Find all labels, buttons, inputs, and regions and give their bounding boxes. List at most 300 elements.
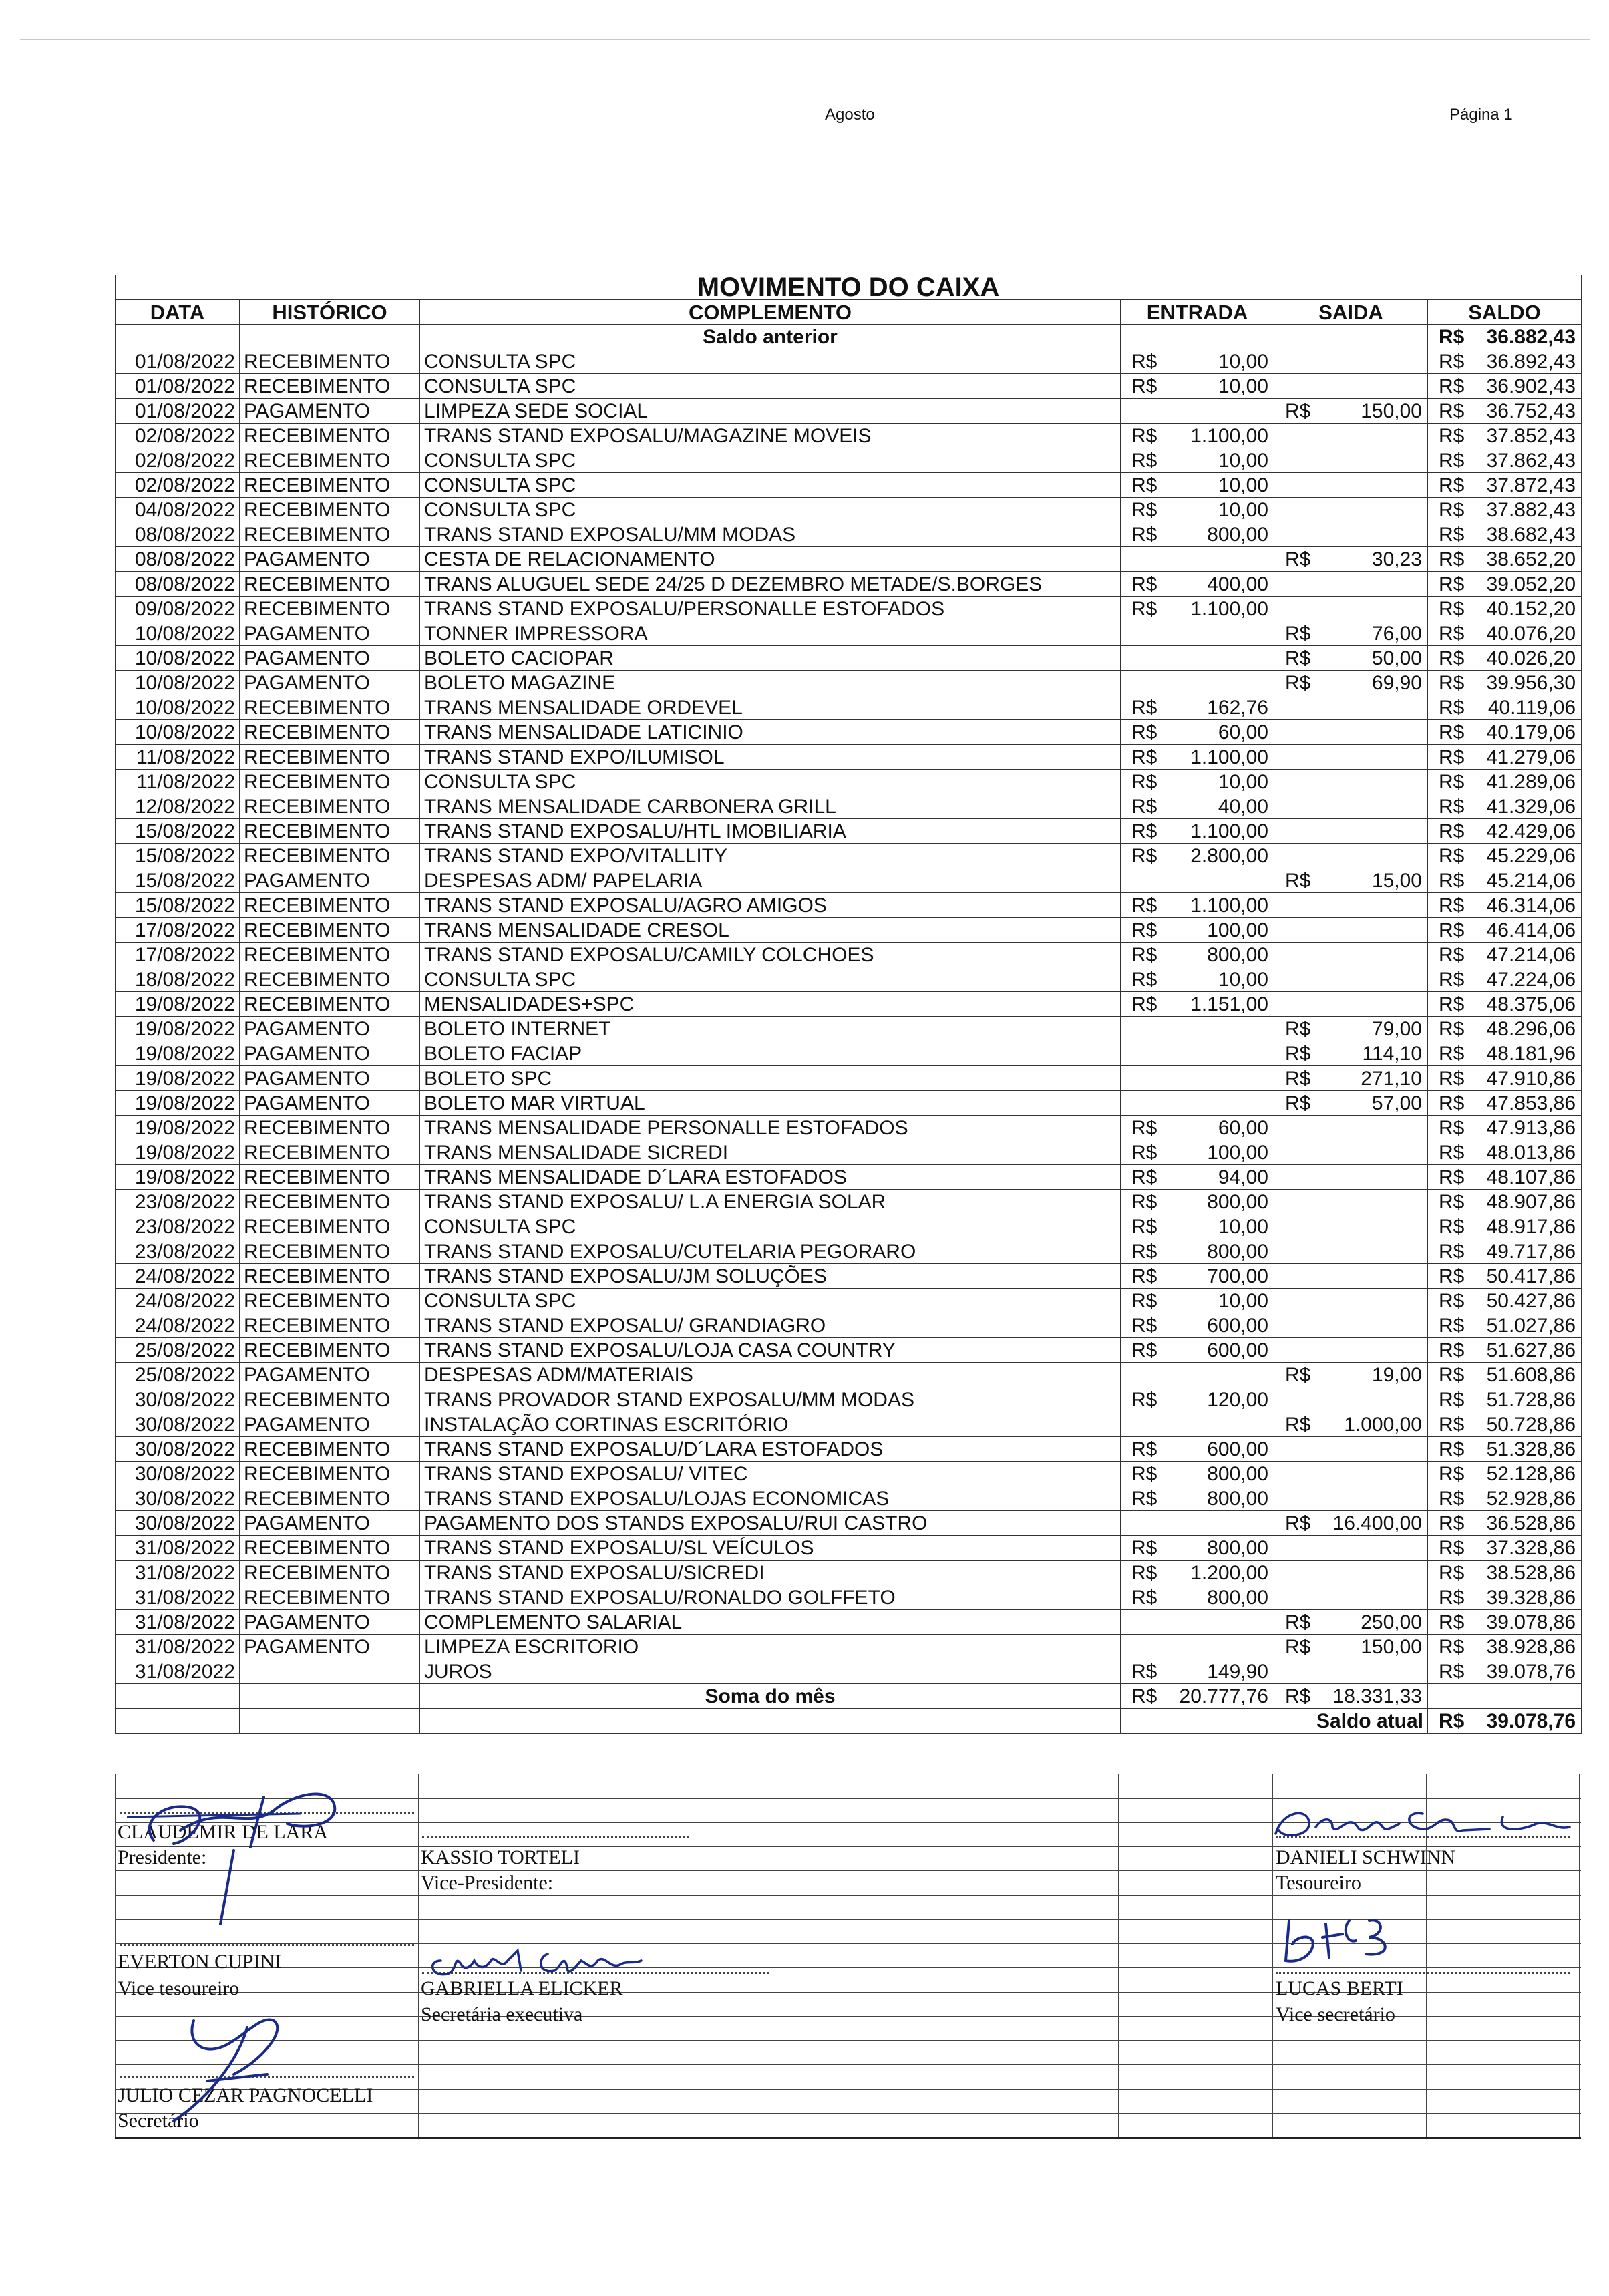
signer-name-vice-treasurer: EVERTON CUPINI [118, 1951, 282, 1973]
currency-symbol: R$ [1439, 1462, 1465, 1485]
currency-symbol: R$ [1439, 1116, 1465, 1139]
cell-date: 02/08/2022 [116, 473, 240, 498]
currency-symbol: R$ [1131, 498, 1157, 521]
currency-symbol: R$ [1131, 844, 1157, 867]
cell-saldo: R$ 42.429,06 [1428, 819, 1582, 844]
cell-complemento: TRANS MENSALIDADE CRESOL [420, 918, 1121, 943]
cell-complemento: MENSALIDADES+SPC [420, 992, 1121, 1017]
column-header-saldo: SALDO [1428, 300, 1582, 325]
cell-saldo: R$ 51.608,86 [1428, 1363, 1582, 1387]
cell-date: 30/08/2022 [116, 1511, 240, 1536]
sig-grid-hline [115, 2113, 1581, 2114]
currency-symbol: R$ [1285, 1611, 1311, 1633]
cell-date: 19/08/2022 [116, 1140, 240, 1165]
currency-symbol: R$ [1439, 325, 1465, 348]
currency-symbol: R$ [1439, 1388, 1465, 1411]
cell-historico: RECEBIMENTO [240, 745, 420, 770]
cell-date: 10/08/2022 [116, 621, 240, 646]
cell-saldo: R$ 39.328,86 [1428, 1585, 1582, 1610]
cell-entrada: R$ 1.100,00 [1121, 597, 1274, 621]
cell-saida: R$ 69,90 [1274, 671, 1428, 695]
currency-symbol: R$ [1285, 1363, 1311, 1386]
header-month: Agosto [825, 106, 875, 124]
cell-complemento: BOLETO INTERNET [420, 1017, 1121, 1041]
cell-complemento: PAGAMENTO DOS STANDS EXPOSALU/RUI CASTRO [420, 1511, 1121, 1536]
cell-complemento: TRANS STAND EXPOSALU/HTL IMOBILIARIA [420, 819, 1121, 844]
scan-edge-line [20, 39, 1590, 40]
signature-line [120, 1944, 414, 1946]
cell-entrada: R$ 149,90 [1121, 1659, 1274, 1684]
cell-saldo: R$ 45.229,06 [1428, 844, 1582, 868]
table-title: MOVIMENTO DO CAIXA [116, 275, 1582, 300]
header-page-number: Página 1 [1449, 106, 1513, 124]
cell-historico: RECEBIMENTO [240, 1239, 420, 1264]
currency-symbol: R$ [1439, 795, 1465, 818]
cell-saldo: R$ 49.717,86 [1428, 1239, 1582, 1264]
column-header-data: DATA [116, 300, 240, 325]
cell-historico: RECEBIMENTO [240, 448, 420, 473]
currency-symbol: R$ [1131, 1339, 1157, 1361]
cell-date: 15/08/2022 [116, 868, 240, 893]
cell-historico: RECEBIMENTO [240, 1462, 420, 1486]
cell-saldo: R$ 51.328,86 [1428, 1437, 1582, 1462]
cell-historico: RECEBIMENTO [240, 720, 420, 745]
cell-date: 23/08/2022 [116, 1190, 240, 1214]
cell-saldo: R$ 37.328,86 [1428, 1536, 1582, 1561]
cell-historico: PAGAMENTO [240, 1066, 420, 1091]
cell-entrada: R$ 800,00 [1121, 1190, 1274, 1214]
currency-symbol: R$ [1439, 1413, 1465, 1436]
currency-symbol: R$ [1439, 1363, 1465, 1386]
signer-role-vice-secretary: Vice secretário [1276, 2003, 1395, 2025]
cell-historico: PAGAMENTO [240, 1091, 420, 1116]
cell-saldo: R$ 48.907,86 [1428, 1190, 1582, 1214]
currency-symbol: R$ [1439, 1190, 1465, 1213]
cell-complemento: TRANS STAND EXPOSALU/ VITEC [420, 1462, 1121, 1486]
previous-balance-value: R$ 36.882,43 [1428, 325, 1582, 349]
cell-entrada: R$ 600,00 [1121, 1338, 1274, 1363]
cell-historico: RECEBIMENTO [240, 918, 420, 943]
cell-entrada: R$ 800,00 [1121, 1536, 1274, 1561]
cell-saldo: R$ 52.128,86 [1428, 1462, 1582, 1486]
cell-entrada: R$ 800,00 [1121, 1486, 1274, 1511]
previous-balance-label: Saldo anterior [420, 325, 1121, 349]
cell-historico: PAGAMENTO [240, 547, 420, 572]
cell-entrada: R$ 10,00 [1121, 374, 1274, 399]
cell-historico: RECEBIMENTO [240, 695, 420, 720]
cell-entrada: R$ 10,00 [1121, 349, 1274, 374]
cell-historico: RECEBIMENTO [240, 1437, 420, 1462]
cell-historico: RECEBIMENTO [240, 572, 420, 597]
cell-date: 17/08/2022 [116, 943, 240, 967]
currency-symbol: R$ [1439, 1092, 1465, 1114]
cell-saldo: R$ 38.682,43 [1428, 522, 1582, 547]
currency-symbol: R$ [1131, 820, 1157, 842]
cell-date: 17/08/2022 [116, 918, 240, 943]
cell-saldo: R$ 51.627,86 [1428, 1338, 1582, 1363]
cell-complemento: TRANS PROVADOR STAND EXPOSALU/MM MODAS [420, 1387, 1121, 1412]
cell-date: 30/08/2022 [116, 1412, 240, 1437]
cell-date: 31/08/2022 [116, 1585, 240, 1610]
cell-saldo: R$ 39.078,76 [1428, 1659, 1582, 1684]
cell-date: 01/08/2022 [116, 374, 240, 399]
cell-complemento: TONNER IMPRESSORA [420, 621, 1121, 646]
cell-saldo: R$ 48.375,06 [1428, 992, 1582, 1017]
cell-historico: PAGAMENTO [240, 621, 420, 646]
cell-date: 23/08/2022 [116, 1239, 240, 1264]
handwritten-signature-secretary [114, 2001, 314, 2134]
cell-entrada: R$ 120,00 [1121, 1387, 1274, 1412]
cell-saldo: R$ 48.917,86 [1428, 1214, 1582, 1239]
cell-saldo: R$ 39.956,30 [1428, 671, 1582, 695]
cell-entrada: R$ 600,00 [1121, 1437, 1274, 1462]
cell-entrada: R$ 400,00 [1121, 572, 1274, 597]
currency-symbol: R$ [1285, 1512, 1311, 1534]
signer-role-secretary: Secretário [118, 2110, 199, 2132]
cell-complemento: BOLETO CACIOPAR [420, 646, 1121, 671]
cell-historico: RECEBIMENTO [240, 498, 420, 522]
cell-historico: RECEBIMENTO [240, 1536, 420, 1561]
cell-entrada: R$ 700,00 [1121, 1264, 1274, 1289]
cell-entrada: R$ 600,00 [1121, 1313, 1274, 1338]
cell-complemento: TRANS MENSALIDADE PERSONALLE ESTOFADOS [420, 1116, 1121, 1140]
currency-symbol: R$ [1439, 1660, 1465, 1683]
currency-symbol: R$ [1285, 399, 1311, 422]
cell-saldo: R$ 40.026,20 [1428, 646, 1582, 671]
cell-saldo: R$ 48.013,86 [1428, 1140, 1582, 1165]
cell-complemento: TRANS STAND EXPOSALU/AGRO AMIGOS [420, 893, 1121, 918]
cell-saida: R$ 57,00 [1274, 1091, 1428, 1116]
cell-entrada: R$ 10,00 [1121, 1214, 1274, 1239]
cell-complemento: TRANS STAND EXPOSALU/PERSONALLE ESTOFADOS [420, 597, 1121, 621]
currency-symbol: R$ [1131, 1166, 1157, 1188]
cell-historico: RECEBIMENTO [240, 1190, 420, 1214]
cell-date: 25/08/2022 [116, 1363, 240, 1387]
cell-saida: R$ 150,00 [1274, 399, 1428, 424]
cell-historico: RECEBIMENTO [240, 1585, 420, 1610]
cell-saida: R$ 79,00 [1274, 1017, 1428, 1041]
cell-historico: PAGAMENTO [240, 1017, 420, 1041]
signer-name-treasurer: DANIELI SCHWINN [1276, 1846, 1456, 1868]
cell-complemento: LIMPEZA ESCRITORIO [420, 1635, 1121, 1659]
cell-saldo: R$ 47.913,86 [1428, 1116, 1582, 1140]
currency-symbol: R$ [1439, 1240, 1465, 1263]
cell-complemento: TRANS MENSALIDADE CARBONERA GRILL [420, 794, 1121, 819]
cell-date: 11/08/2022 [116, 770, 240, 794]
cell-entrada: R$ 10,00 [1121, 967, 1274, 992]
cell-date: 10/08/2022 [116, 720, 240, 745]
cell-date: 11/08/2022 [116, 745, 240, 770]
cell-entrada: R$ 60,00 [1121, 1116, 1274, 1140]
cell-complemento: BOLETO MAR VIRTUAL [420, 1091, 1121, 1116]
currency-symbol: R$ [1285, 548, 1311, 570]
currency-symbol: R$ [1131, 1487, 1157, 1510]
cell-historico: RECEBIMENTO [240, 374, 420, 399]
cell-date: 01/08/2022 [116, 349, 240, 374]
cell-saldo: R$ 39.052,20 [1428, 572, 1582, 597]
cell-complemento: JUROS [420, 1659, 1121, 1684]
currency-symbol: R$ [1439, 968, 1465, 991]
cell-saida: R$ 30,23 [1274, 547, 1428, 572]
currency-symbol: R$ [1131, 968, 1157, 991]
cell-date: 02/08/2022 [116, 424, 240, 448]
cell-historico: RECEBIMENTO [240, 597, 420, 621]
cell-saida: R$ 271,10 [1274, 1066, 1428, 1091]
cell-complemento: TRANS STAND EXPOSALU/CAMILY COLCHOES [420, 943, 1121, 967]
currency-symbol: R$ [1131, 919, 1157, 941]
currency-symbol: R$ [1439, 399, 1465, 422]
cell-saida: R$ 250,00 [1274, 1610, 1428, 1635]
sig-grid-hline [115, 2064, 1581, 2065]
currency-symbol: R$ [1285, 1635, 1311, 1658]
cell-saldo: R$ 47.214,06 [1428, 943, 1582, 967]
currency-symbol: R$ [1131, 721, 1157, 744]
handwritten-signature-treasurer [1269, 1797, 1576, 1844]
cell-entrada: R$ 1.151,00 [1121, 992, 1274, 1017]
signature-line [422, 1836, 689, 1838]
currency-symbol: R$ [1131, 1240, 1157, 1263]
cell-saldo: R$ 38.528,86 [1428, 1561, 1582, 1585]
cell-complemento: CONSULTA SPC [420, 1214, 1121, 1239]
currency-symbol: R$ [1439, 1339, 1465, 1361]
currency-symbol: R$ [1439, 721, 1465, 744]
currency-symbol: R$ [1439, 1536, 1465, 1559]
current-balance-value: R$ 39.078,76 [1428, 1709, 1582, 1734]
currency-symbol: R$ [1131, 1388, 1157, 1411]
cell-complemento: TRANS STAND EXPOSALU/JM SOLUÇÕES [420, 1264, 1121, 1289]
cell-complemento: CONSULTA SPC [420, 770, 1121, 794]
cell-saldo: R$ 38.928,86 [1428, 1635, 1582, 1659]
cell-complemento: DESPESAS ADM/MATERIAIS [420, 1363, 1121, 1387]
cell-historico: RECEBIMENTO [240, 893, 420, 918]
cell-entrada: R$ 800,00 [1121, 943, 1274, 967]
currency-symbol: R$ [1285, 671, 1311, 694]
currency-symbol: R$ [1439, 943, 1465, 966]
currency-symbol: R$ [1439, 424, 1465, 447]
cell-complemento: TRANS STAND EXPOSALU/RONALDO GOLFFETO [420, 1585, 1121, 1610]
cell-saldo: R$ 37.862,43 [1428, 448, 1582, 473]
cell-complemento: LIMPEZA SEDE SOCIAL [420, 399, 1121, 424]
cell-date: 31/08/2022 [116, 1536, 240, 1561]
currency-symbol: R$ [1131, 523, 1157, 546]
currency-symbol: R$ [1439, 1512, 1465, 1534]
cell-historico: PAGAMENTO [240, 399, 420, 424]
monthly-total-saida: R$ 18.331,33 [1274, 1684, 1428, 1709]
column-header-saida: SAIDA [1274, 300, 1428, 325]
cell-saldo: R$ 50.427,86 [1428, 1289, 1582, 1313]
cell-date: 01/08/2022 [116, 399, 240, 424]
monthly-total-entrada: R$ 20.777,76 [1121, 1684, 1274, 1709]
cell-entrada: R$ 800,00 [1121, 1239, 1274, 1264]
cell-date: 10/08/2022 [116, 695, 240, 720]
cell-complemento: TRANS STAND EXPOSALU/MAGAZINE MOVEIS [420, 424, 1121, 448]
currency-symbol: R$ [1131, 1116, 1157, 1139]
currency-symbol: R$ [1439, 548, 1465, 570]
cell-entrada: R$ 800,00 [1121, 1585, 1274, 1610]
signer-name-secretary: JULIO CEZAR PAGNOCELLI [118, 2084, 373, 2106]
signer-role-president: Presidente: [118, 1846, 207, 1868]
cell-entrada: R$ 2.800,00 [1121, 844, 1274, 868]
cell-date: 15/08/2022 [116, 819, 240, 844]
sig-grid-hline [115, 2137, 1581, 2139]
cell-date: 30/08/2022 [116, 1437, 240, 1462]
cell-date: 31/08/2022 [116, 1610, 240, 1635]
currency-symbol: R$ [1439, 1635, 1465, 1658]
currency-symbol: R$ [1285, 1413, 1311, 1436]
currency-symbol: R$ [1439, 572, 1465, 595]
cell-saldo: R$ 41.279,06 [1428, 745, 1582, 770]
cell-complemento: BOLETO SPC [420, 1066, 1121, 1091]
currency-symbol: R$ [1439, 1141, 1465, 1164]
cell-historico: RECEBIMENTO [240, 349, 420, 374]
cell-saldo: R$ 40.179,06 [1428, 720, 1582, 745]
cell-historico: PAGAMENTO [240, 1041, 420, 1066]
cell-historico: RECEBIMENTO [240, 1214, 420, 1239]
currency-symbol: R$ [1131, 449, 1157, 472]
cell-saldo: R$ 48.181,96 [1428, 1041, 1582, 1066]
cell-historico: PAGAMENTO [240, 1511, 420, 1536]
currency-symbol: R$ [1285, 622, 1311, 645]
currency-symbol: R$ [1439, 1166, 1465, 1188]
currency-symbol: R$ [1131, 1265, 1157, 1287]
cell-date: 31/08/2022 [116, 1635, 240, 1659]
cell-historico: RECEBIMENTO [240, 1313, 420, 1338]
currency-symbol: R$ [1131, 696, 1157, 719]
currency-symbol: R$ [1439, 671, 1465, 694]
cell-entrada: R$ 1.100,00 [1121, 745, 1274, 770]
cell-saldo: R$ 39.078,86 [1428, 1610, 1582, 1635]
cell-complemento: TRANS ALUGUEL SEDE 24/25 D DEZEMBRO METADE/S.BORGES [420, 572, 1121, 597]
currency-symbol: R$ [1439, 746, 1465, 768]
cell-historico: PAGAMENTO [240, 1635, 420, 1659]
cell-historico: RECEBIMENTO [240, 473, 420, 498]
currency-symbol: R$ [1285, 869, 1311, 892]
cell-date: 04/08/2022 [116, 498, 240, 522]
cell-complemento: TRANS MENSALIDADE LATICINIO [420, 720, 1121, 745]
currency-symbol: R$ [1131, 1586, 1157, 1609]
column-header-entrada: ENTRADA [1121, 300, 1274, 325]
cell-historico: PAGAMENTO [240, 1412, 420, 1437]
cell-complemento: TRANS STAND EXPOSALU/MM MODAS [420, 522, 1121, 547]
currency-symbol: R$ [1131, 1141, 1157, 1164]
currency-symbol: R$ [1439, 1611, 1465, 1633]
currency-symbol: R$ [1439, 1067, 1465, 1090]
currency-symbol: R$ [1285, 1017, 1311, 1040]
cell-complemento: COMPLEMENTO SALARIAL [420, 1610, 1121, 1635]
currency-symbol: R$ [1439, 597, 1465, 620]
cell-date: 18/08/2022 [116, 967, 240, 992]
cell-historico: RECEBIMENTO [240, 1387, 420, 1412]
cell-complemento: CONSULTA SPC [420, 473, 1121, 498]
currency-symbol: R$ [1439, 1487, 1465, 1510]
currency-symbol: R$ [1131, 1536, 1157, 1559]
currency-symbol: R$ [1439, 869, 1465, 892]
cell-historico: RECEBIMENTO [240, 1486, 420, 1511]
currency-symbol: R$ [1439, 449, 1465, 472]
currency-symbol: R$ [1131, 746, 1157, 768]
cell-saida: R$ 19,00 [1274, 1363, 1428, 1387]
cell-date: 30/08/2022 [116, 1387, 240, 1412]
cell-saida: R$ 114,10 [1274, 1041, 1428, 1066]
cell-saldo: R$ 36.528,86 [1428, 1511, 1582, 1536]
cell-date: 08/08/2022 [116, 522, 240, 547]
currency-symbol: R$ [1131, 1660, 1157, 1683]
cell-entrada: R$ 1.100,00 [1121, 819, 1274, 844]
cell-complemento: CONSULTA SPC [420, 374, 1121, 399]
cell-entrada: R$ 10,00 [1121, 1289, 1274, 1313]
cell-complemento: CONSULTA SPC [420, 349, 1121, 374]
cell-entrada: R$ 100,00 [1121, 918, 1274, 943]
cell-date: 09/08/2022 [116, 597, 240, 621]
cell-historico: PAGAMENTO [240, 1610, 420, 1635]
cell-historico: RECEBIMENTO [240, 1561, 420, 1585]
cell-saldo: R$ 40.076,20 [1428, 621, 1582, 646]
cell-saldo: R$ 45.214,06 [1428, 868, 1582, 893]
cell-historico: RECEBIMENTO [240, 424, 420, 448]
cell-complemento: DESPESAS ADM/ PAPELARIA [420, 868, 1121, 893]
cell-saida: R$ 50,00 [1274, 646, 1428, 671]
cell-historico: PAGAMENTO [240, 671, 420, 695]
cell-complemento: CESTA DE RELACIONAMENTO [420, 547, 1121, 572]
cell-saldo: R$ 50.728,86 [1428, 1412, 1582, 1437]
cell-date: 19/08/2022 [116, 1091, 240, 1116]
cell-saldo: R$ 46.414,06 [1428, 918, 1582, 943]
cell-date: 31/08/2022 [116, 1659, 240, 1684]
cell-historico: RECEBIMENTO [240, 992, 420, 1017]
cell-date: 08/08/2022 [116, 547, 240, 572]
cell-historico: RECEBIMENTO [240, 943, 420, 967]
cell-saldo: R$ 37.872,43 [1428, 473, 1582, 498]
currency-symbol: R$ [1131, 993, 1157, 1015]
currency-symbol: R$ [1439, 894, 1465, 917]
monthly-total-label: Soma do mês [420, 1684, 1121, 1709]
signer-name-vice-secretary: LUCAS BERTI [1276, 1977, 1403, 1999]
sig-grid-vline [418, 1774, 419, 2138]
cell-date: 30/08/2022 [116, 1486, 240, 1511]
cell-saldo: R$ 47.224,06 [1428, 967, 1582, 992]
currency-symbol: R$ [1131, 1314, 1157, 1337]
currency-symbol: R$ [1131, 1215, 1157, 1238]
currency-symbol: R$ [1439, 844, 1465, 867]
currency-symbol: R$ [1439, 770, 1465, 793]
cell-date: 23/08/2022 [116, 1214, 240, 1239]
sig-grid-hline [115, 2040, 1581, 2041]
cell-date: 19/08/2022 [116, 1165, 240, 1190]
cell-historico: PAGAMENTO [240, 1363, 420, 1387]
cell-saida: R$ 76,00 [1274, 621, 1428, 646]
cell-date: 24/08/2022 [116, 1313, 240, 1338]
cell-saida: R$ 1.000,00 [1274, 1412, 1428, 1437]
cell-entrada: R$ 800,00 [1121, 1462, 1274, 1486]
currency-symbol: R$ [1131, 597, 1157, 620]
cell-saldo: R$ 36.752,43 [1428, 399, 1582, 424]
currency-symbol: R$ [1131, 795, 1157, 818]
cell-complemento: TRANS STAND EXPOSALU/SICREDI [420, 1561, 1121, 1585]
signer-name-president: CLAUDEMIR DE LARA [118, 1821, 328, 1843]
signer-name-vice-president: KASSIO TORTELI [421, 1846, 580, 1868]
currency-symbol: R$ [1285, 647, 1311, 669]
currency-symbol: R$ [1439, 919, 1465, 941]
cell-saldo: R$ 41.329,06 [1428, 794, 1582, 819]
cell-complemento: TRANS STAND EXPOSALU/LOJAS ECONOMICAS [420, 1486, 1121, 1511]
cell-saldo: R$ 48.296,06 [1428, 1017, 1582, 1041]
currency-symbol: R$ [1131, 424, 1157, 447]
cell-complemento: TRANS STAND EXPOSALU/CUTELARIA PEGORARO [420, 1239, 1121, 1264]
signer-role-treasurer: Tesoureiro [1276, 1872, 1361, 1894]
cell-complemento: TRANS MENSALIDADE SICREDI [420, 1140, 1121, 1165]
handwritten-signature-vice-secretary [1276, 1907, 1436, 1974]
cell-saldo: R$ 37.882,43 [1428, 498, 1582, 522]
